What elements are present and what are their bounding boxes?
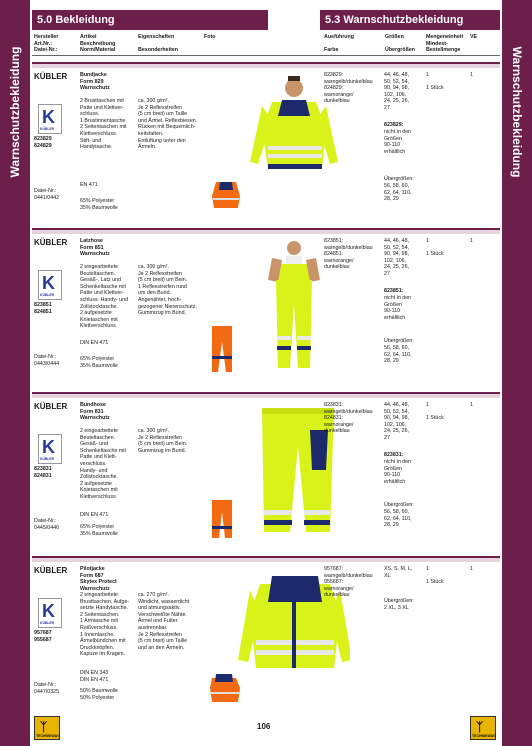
design-colors: 823851: warngelb/dunkelblau 824851: warnorange/ dunkelblau xyxy=(324,238,373,271)
page-number: 106 xyxy=(257,722,271,731)
column-heading-ve: VE xyxy=(470,34,478,40)
sizes-note-head: 823851: xyxy=(384,288,404,294)
oversizes-head: Übergrößen: xyxy=(384,502,414,508)
quantity: 1 1 Stück xyxy=(426,566,444,586)
kuebler-logo: K KÜBLER xyxy=(38,104,62,134)
column-heading-properties: Eigenschaften Besonderheiten xyxy=(138,34,179,54)
product-name: Pilotjacke Form 687 Skytex Protect Warnschutz xyxy=(80,566,117,592)
quantity: 1 1 Stück xyxy=(426,238,444,258)
quantity: 1 1 Stück xyxy=(426,402,444,422)
sizes-note: nicht in den Größen 90-110 erhältlich xyxy=(384,129,412,155)
file-number: Datei-Nr.: 0445/0446 xyxy=(34,518,60,531)
company-logo-left: ᛉ TECHNIKWAG xyxy=(34,716,60,740)
ve-value: 1 xyxy=(470,402,473,408)
oversizes: 56, 58, 60, 62, 64, 110, 28, 29 xyxy=(384,509,412,529)
product-row xyxy=(32,392,500,542)
sidebar-title-right: Warnschutzbekleidung xyxy=(510,46,524,178)
file-number: Datei-Nr.: 0447/0325 xyxy=(34,682,60,695)
column-heading-manufacturer: Hersteller Art.Nr.: Datei-Nr.: xyxy=(34,34,59,54)
brand-name: KÜBLER xyxy=(34,72,68,81)
design-colors: 957687: warngelb/dunkelblau 955687: warnorange/ dunkelblau xyxy=(324,566,373,599)
row-shade xyxy=(32,558,500,562)
oversizes-head: Übergrößen: xyxy=(384,598,414,604)
product-properties: ca. 300 g/m². Je 2 Reflexstreifen (5 cm breit) um Taille und Ärmel. Reflexbiesen. Rücken mit Bequemlich- keitsfalten. Entlüftung unter den Ärmeln. xyxy=(138,98,198,151)
product-description: 2 Brusttaschen mit Patte und Klettver- schluss. 1 Brustinnentasche. 2 Seitentaschen mit Klettverschluss. Stift- und Handytasche. xyxy=(80,98,127,151)
sizes-note-head: 823829: xyxy=(384,122,404,128)
product-description: 2 eingearbeitete Brusttaschen. Aufge- setzte Handytasche. 2 Seitentaschen. 1 Armtasche mit Reißverschluss. 1 Innentasche. Ärmelbündchen mit Druckknöpfen. Kapuze im Kragen. xyxy=(80,592,130,658)
kuebler-logo: K KÜBLER xyxy=(38,434,62,464)
design-colors: 823829: warngelb/dunkelblau 824829: warnorange/ dunkelblau xyxy=(324,72,373,105)
right-sidebar xyxy=(502,0,532,746)
product-material: 50% Baumwolle 50% Polyester xyxy=(80,688,118,701)
product-description: 2 eingearbeitete Beuteltaschen. Gesäß- und Schenkeltasche mit Patte und Klett- verschluss. Handy- und Zollstocktasche. 2 aufgesetzte Knietaschen mit Klettverschluss. xyxy=(80,428,126,500)
product-material: 65% Polyester 35% Baumwolle xyxy=(80,198,118,211)
product-properties: ca. 300 g/m². Je 2 Reflexstreifen (5 cm breit) um Bein. Gummizug im Bund. xyxy=(138,428,188,454)
product-row xyxy=(32,556,500,706)
column-heading-sizes: Größen Übergrößen xyxy=(385,34,416,54)
product-row xyxy=(32,228,500,378)
product-norm: DIN EN 343 DIN EN 471 xyxy=(80,670,109,683)
section-header-right: 5.3 Warnschutzbekleidung xyxy=(320,10,500,30)
sidebar-title-left: Warnschutzbekleidung xyxy=(8,46,22,178)
product-properties: ca. 300 g/m². Je 2 Reflexstreifen (5 cm breit) um Bein. 1 Reflexstreifen rund um den Bund. Angenähter, hoch- gezogener Nierenschutz. Gummizug im Bund. xyxy=(138,264,197,317)
section-header-left: 5.0 Bekleidung xyxy=(32,10,268,30)
article-numbers: 823851 824851 xyxy=(34,302,52,315)
sizes: 44, 46, 48, 50, 52, 54, 90, 94, 98, 102, 106, 24, 25, 26, 27 xyxy=(384,402,410,441)
sizes-note: nicht in den Größen 90-110 erhältlich xyxy=(384,295,412,321)
column-heading-design: Ausführung Farbe xyxy=(324,34,355,54)
file-number: Datei-Nr.: 0441/0442 xyxy=(34,188,60,201)
product-properties: ca. 270 g/m². Windicht, wasserdicht und atmungsaktiv. Verschweißte Nähte. Ärmel und Futter austrennbar. Je 2 Reflexstreifen (5 cm breit) um Taille und an den Ärmeln. xyxy=(138,592,190,651)
oversizes-head: Übergrößen: xyxy=(384,338,414,344)
file-number: Datei-Nr.: 0443/0444 xyxy=(34,354,60,367)
brand-name: KÜBLER xyxy=(34,238,68,247)
sizes: 44, 46, 48, 50, 52, 54, 90, 94, 98, 102, 106, 24, 25, 26, 27 xyxy=(384,72,410,111)
product-norm: DIN EN 471 xyxy=(80,340,109,346)
product-material: 65% Polyester 35% Baumwolle xyxy=(80,356,118,369)
sizes-note-head: 823831: xyxy=(384,452,404,458)
oversizes: 2 XL, 3 XL xyxy=(384,605,409,611)
ve-value: 1 xyxy=(470,72,473,78)
product-description: 2 eingearbeitete Beuteltaschen. Gesäß-, Latz und Schenkeltasche mit Patte und Klettver- schluss. Handy- und Zollstocktasche. 2 aufgesetzte Knietaschen mit Klettverschluss. xyxy=(80,264,128,330)
left-sidebar xyxy=(0,0,30,746)
ve-value: 1 xyxy=(470,238,473,244)
oversizes: 56, 58, 60, 62, 64, 110, 28, 29 xyxy=(384,183,412,203)
sizes-note: nicht in den Größen 90-110 erhältlich xyxy=(384,459,412,485)
design-colors: 823831: warngelb/dunkelblau 824831: warnorange/ dunkelblau xyxy=(324,402,373,435)
row-shade xyxy=(32,230,500,234)
row-shade xyxy=(32,64,500,68)
product-material: 65% Polyester 35% Baumwolle xyxy=(80,524,118,537)
product-norm: DIN EN 471 xyxy=(80,512,109,518)
kuebler-logo: K KÜBLER xyxy=(38,598,62,628)
product-name: Bundjacke Form 829 Warnschutz xyxy=(80,72,110,92)
column-heading-quantity: Mengeneinheit Mindest- Bestellmenge xyxy=(426,34,464,54)
ve-value: 1 xyxy=(470,566,473,572)
product-row xyxy=(32,62,500,212)
sizes: XS, S, M, L, XL xyxy=(384,566,413,579)
article-numbers: 823829 824829 xyxy=(34,136,52,149)
company-logo-right: ᛉ TECHNIKWAG xyxy=(470,716,496,740)
brand-name: KÜBLER xyxy=(34,402,68,411)
article-numbers: 957687 955687 xyxy=(34,630,52,643)
header-divider xyxy=(32,55,500,56)
oversizes: 56, 58, 60, 62, 64, 110, 28, 29 xyxy=(384,345,412,365)
oversizes-head: Übergrößen: xyxy=(384,176,414,182)
column-heading-photo: Foto xyxy=(204,34,216,40)
product-norm: EN 471 xyxy=(80,182,98,188)
article-numbers: 823831 824831 xyxy=(34,466,52,479)
brand-name: KÜBLER xyxy=(34,566,68,575)
column-heading-article: Artikel Beschreibung Norm/Material xyxy=(80,34,116,54)
row-shade xyxy=(32,394,500,398)
quantity: 1 1 Stück xyxy=(426,72,444,92)
page-footer xyxy=(32,712,500,740)
product-name: Bundhose Form 831 Warnschutz xyxy=(80,402,110,422)
kuebler-logo: K KÜBLER xyxy=(38,270,62,300)
sizes: 44, 46, 48, 50, 52, 54, 90, 94, 98, 102, 106, 24, 25, 26, 27 xyxy=(384,238,410,277)
product-name: Latzhose Form 851 Warnschutz xyxy=(80,238,110,258)
